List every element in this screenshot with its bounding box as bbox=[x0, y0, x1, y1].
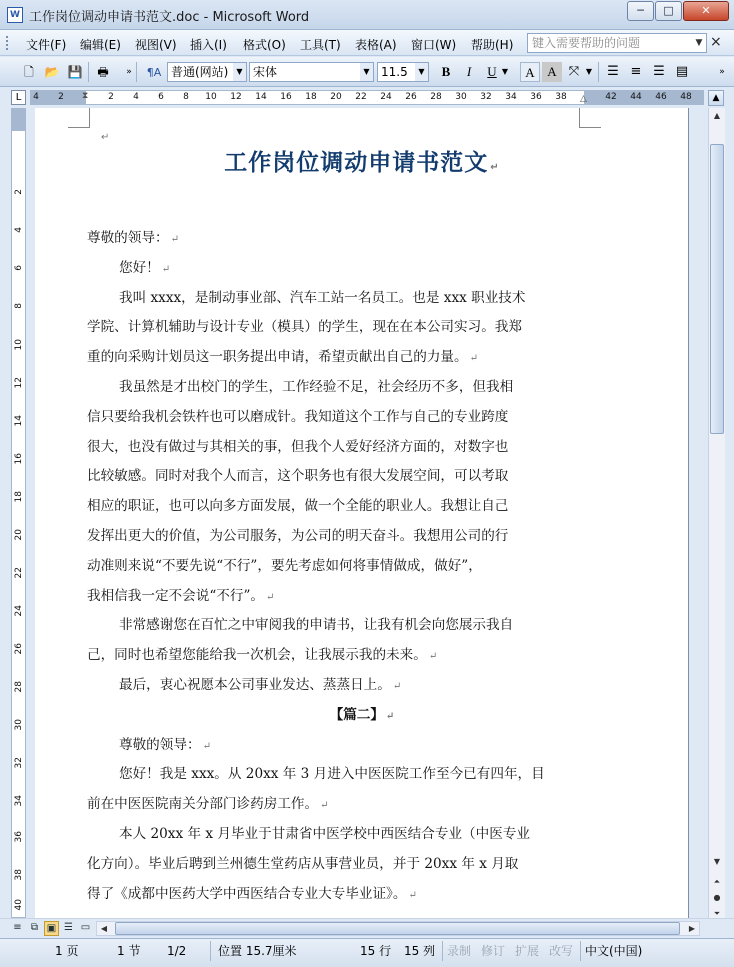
status-record[interactable]: 录制 bbox=[447, 944, 472, 958]
font-size-combo[interactable] bbox=[377, 62, 429, 82]
vruler-tick: 22 bbox=[14, 567, 24, 579]
line-text: 尊敬的领导： bbox=[87, 230, 169, 246]
ruler-tick: 34 bbox=[505, 92, 517, 102]
ruler-tick: 20 bbox=[330, 92, 342, 102]
document-line[interactable] bbox=[87, 852, 581, 872]
ruler-tick: 32 bbox=[480, 92, 492, 102]
line-text: 您好！ bbox=[119, 259, 160, 276]
document-line[interactable] bbox=[87, 435, 581, 455]
document-page[interactable] bbox=[35, 108, 689, 918]
character-scaling-icon[interactable]: ⤧ bbox=[568, 64, 580, 79]
vruler-tick: 40 bbox=[14, 899, 24, 911]
font-size-value: 11.5 bbox=[381, 65, 408, 79]
document-line[interactable] bbox=[87, 464, 581, 484]
document-line[interactable] bbox=[87, 613, 581, 633]
line-text: 我叫 xxxx，是制动事业部、汽车工站一名员工。也是 xxx 职业技术 bbox=[119, 289, 526, 306]
ruler-tick: 4 bbox=[33, 92, 39, 102]
right-indent-marker-icon[interactable]: △ bbox=[580, 94, 587, 104]
maximize-button[interactable]: □ bbox=[655, 1, 682, 21]
vruler-tick: 36 bbox=[14, 831, 24, 843]
document-line[interactable] bbox=[87, 882, 581, 902]
reading-view-icon[interactable]: ▭ bbox=[80, 922, 91, 933]
status-overtype[interactable]: 改写 bbox=[549, 944, 574, 958]
scaling-dropdown-icon[interactable]: ▼ bbox=[585, 67, 593, 76]
vruler-tick: 16 bbox=[14, 453, 24, 465]
vruler-tick: 4 bbox=[14, 227, 24, 233]
ruler-tick: 10 bbox=[205, 92, 217, 102]
horizontal-ruler[interactable] bbox=[30, 90, 704, 105]
line-text: 非常感谢您在百忙之中审阅我的申请书，让我有机会向您展示我自 bbox=[119, 617, 514, 634]
line-text: 最后，衷心祝愿本公司事业发达、蒸蒸日上。 bbox=[119, 677, 391, 693]
font-color-button[interactable]: A bbox=[520, 62, 540, 82]
vruler-tick: 20 bbox=[14, 529, 24, 541]
line-text: 前在中医医院南关分部门诊药房工作。 bbox=[87, 796, 319, 813]
open-folder-icon[interactable]: 📂 bbox=[44, 65, 60, 79]
paragraph-mark: ↵ bbox=[469, 353, 479, 365]
minimize-button[interactable]: ─ bbox=[627, 1, 654, 21]
ruler-tick: 48 bbox=[680, 92, 692, 102]
italic-button[interactable]: I bbox=[466, 64, 472, 79]
vertical-scroll-thumb[interactable] bbox=[710, 144, 724, 434]
paragraph-mark: ↵ bbox=[161, 263, 171, 275]
document-title-text: 工作岗位调动申请书范文 bbox=[224, 150, 489, 176]
document-line[interactable] bbox=[87, 822, 581, 842]
toolbar-options-icon[interactable]: » bbox=[126, 67, 132, 77]
ruler-tick: 18 bbox=[305, 92, 317, 102]
document-line[interactable] bbox=[35, 703, 689, 723]
ruler-tick: 44 bbox=[630, 92, 642, 102]
normal-view-icon[interactable]: ≡ bbox=[13, 922, 22, 933]
vruler-tick: 26 bbox=[14, 643, 24, 655]
line-text: 得了《成都中医药大学中西医结合专业大专毕业证》。 bbox=[87, 885, 407, 902]
status-section: 1 节 bbox=[117, 944, 141, 958]
ruler-tick: 8 bbox=[183, 92, 189, 102]
paragraph-mark: ↵ bbox=[428, 651, 438, 663]
ruler-tick: 2 bbox=[58, 92, 64, 102]
horizontal-scroll-thumb[interactable] bbox=[115, 922, 680, 935]
print-layout-view-icon[interactable]: ▣ bbox=[44, 921, 59, 936]
vruler-tick: 10 bbox=[14, 339, 24, 351]
status-extend[interactable]: 扩展 bbox=[515, 944, 540, 958]
document-canvas[interactable] bbox=[30, 108, 708, 918]
vruler-tick: 34 bbox=[14, 795, 24, 807]
vruler-tick: 2 bbox=[14, 189, 24, 195]
document-line[interactable] bbox=[87, 584, 581, 604]
title-bar bbox=[0, 0, 734, 30]
document-line[interactable] bbox=[87, 673, 581, 693]
paragraph-mark: ↵ bbox=[392, 681, 402, 692]
line-text: 本人 20xx 年 x 月毕业于甘肃省中医学校中西医结合专业（中医专业 bbox=[119, 826, 531, 842]
ruler-tick: 42 bbox=[605, 92, 617, 102]
ruler-tick: 4 bbox=[133, 92, 139, 102]
previous-page-icon[interactable]: ⏶ bbox=[713, 877, 721, 886]
line-text: 我相信我一定不会说“不行”。 bbox=[87, 587, 265, 604]
menu-file[interactable]: 文件(F) bbox=[26, 38, 67, 52]
align-center-icon[interactable]: ≡ bbox=[630, 64, 642, 79]
vruler-tick: 8 bbox=[14, 303, 24, 309]
vruler-tick: 32 bbox=[14, 757, 24, 769]
document-line[interactable] bbox=[87, 405, 581, 425]
document-line[interactable] bbox=[87, 315, 581, 335]
next-page-icon[interactable]: ⏷ bbox=[713, 909, 721, 918]
styles-formatting-icon[interactable]: ¶A bbox=[146, 66, 162, 79]
menu-table[interactable]: 表格(A) bbox=[355, 38, 397, 52]
ruler-tick: 46 bbox=[655, 92, 667, 102]
line-text: 比较敏感。同时对我个人而言，这个职务也有很大发展空间，可以考取 bbox=[87, 468, 509, 485]
line-text: 动准则来说“不要先说“不行”，要先考虑如何将事情做成，做好”， bbox=[87, 557, 482, 574]
document-line[interactable] bbox=[87, 494, 581, 514]
crop-mark bbox=[579, 108, 601, 128]
line-text: 化方向）。毕业后聘到兰州德生堂药店从事营业员，并于 20xx 年 x 月取 bbox=[87, 855, 519, 872]
document-line[interactable] bbox=[87, 286, 581, 306]
bold-button[interactable]: B bbox=[441, 64, 451, 79]
scroll-right-icon[interactable]: ▶ bbox=[688, 924, 696, 933]
toolbar-more-icon[interactable]: » bbox=[719, 67, 725, 77]
vertical-scrollbar[interactable] bbox=[708, 108, 725, 918]
menu-window[interactable]: 窗口(W) bbox=[411, 38, 457, 52]
word-app-icon[interactable]: W bbox=[7, 7, 23, 23]
menu-help[interactable]: 帮助(H) bbox=[471, 38, 514, 52]
window-title: 工作岗位调动申请书范文.doc - Microsoft Word bbox=[29, 10, 310, 25]
crop-mark bbox=[68, 108, 90, 128]
scroll-down-icon[interactable]: ▼ bbox=[713, 857, 721, 866]
chevron-down-icon[interactable]: ▼ bbox=[415, 63, 428, 81]
menu-edit[interactable]: 编辑(E) bbox=[80, 38, 121, 52]
ruler-tick: 36 bbox=[530, 92, 542, 102]
paragraph-mark: ↵ bbox=[266, 591, 275, 603]
horizontal-scrollbar[interactable] bbox=[96, 921, 700, 936]
ruler-options-icon[interactable]: ▲ bbox=[708, 90, 724, 106]
align-right-icon[interactable]: ☰ bbox=[653, 64, 665, 79]
status-language: 中文(中国) bbox=[585, 944, 643, 958]
paragraph-mark: ↵ bbox=[101, 132, 110, 143]
ruler-tick: 14 bbox=[255, 92, 267, 102]
line-text: 您好！我是 xxx。从 20xx 年 3 月进入中医医院工作至今已有四年，目 bbox=[119, 766, 545, 783]
menu-view[interactable]: 视图(V) bbox=[135, 38, 177, 52]
line-text: 发挥出更大的价值，为公司服务，为公司的明天奋斗。我想用公司的行 bbox=[87, 528, 509, 544]
document-line[interactable] bbox=[87, 762, 581, 782]
vruler-tick: 14 bbox=[14, 415, 24, 427]
menu-grip[interactable] bbox=[5, 35, 9, 51]
top-margin-area bbox=[12, 109, 25, 131]
align-justify-icon[interactable]: ☰ bbox=[607, 64, 619, 79]
line-text: 学院、计算机辅助与设计专业（模具）的学生，现在在本公司实习。我郑 bbox=[87, 319, 522, 336]
underline-button[interactable]: U bbox=[487, 64, 497, 79]
paragraph-mark: ↵ bbox=[202, 740, 211, 752]
ruler-tick: 16 bbox=[280, 92, 292, 102]
ruler-tick: 12 bbox=[230, 92, 242, 102]
status-line: 15 行 bbox=[360, 944, 392, 958]
status-page: 1 页 bbox=[55, 944, 79, 958]
outline-view-icon[interactable]: ☰ bbox=[64, 922, 73, 933]
paragraph-mark: ↵ bbox=[170, 234, 179, 245]
chevron-down-icon[interactable]: ▼ bbox=[233, 63, 246, 81]
character-shading-button[interactable]: A bbox=[542, 62, 562, 82]
line-text: 重的向采购计划员这一职务提出申请，希望贡献出自己的力量。 bbox=[87, 349, 468, 366]
document-line[interactable] bbox=[87, 345, 581, 365]
line-text: 我虽然是才出校门的学生，工作经验不足，社会经历不多，但我相 bbox=[119, 379, 514, 395]
new-document-icon[interactable]: 🗋 bbox=[24, 65, 34, 79]
vruler-tick: 38 bbox=[14, 869, 24, 881]
document-line[interactable] bbox=[87, 643, 581, 663]
chevron-down-icon[interactable]: ▼ bbox=[360, 63, 373, 81]
help-dropdown-icon[interactable]: ▼ bbox=[695, 38, 703, 48]
web-view-icon[interactable]: ⧉ bbox=[30, 922, 39, 933]
status-position: 位置 15.7厘米 bbox=[218, 944, 297, 958]
line-text: 己，同时也希望您能给我一次机会，让我展示我的未来。 bbox=[87, 647, 427, 664]
status-column: 15 列 bbox=[404, 944, 436, 958]
font-value: 宋体 bbox=[253, 65, 278, 79]
distributed-align-icon[interactable]: ▤ bbox=[675, 64, 689, 79]
line-text: 尊敬的领导： bbox=[119, 736, 201, 753]
document-title[interactable] bbox=[35, 144, 689, 177]
menu-format[interactable]: 格式(O) bbox=[243, 38, 286, 52]
scroll-up-icon[interactable]: ▲ bbox=[713, 111, 721, 120]
line-text: 【篇二】 bbox=[329, 706, 384, 723]
vruler-tick: 28 bbox=[14, 681, 24, 693]
paragraph-mark: ↵ bbox=[408, 889, 417, 901]
browse-object-icon[interactable]: ● bbox=[713, 893, 721, 902]
paragraph-mark: ↵ bbox=[490, 162, 500, 173]
ruler-tick: 6 bbox=[158, 92, 164, 102]
status-track-changes[interactable]: 修订 bbox=[481, 944, 506, 958]
menu-insert[interactable]: 插入(I) bbox=[190, 38, 227, 52]
menu-tools[interactable]: 工具(T) bbox=[300, 38, 341, 52]
vruler-tick: 24 bbox=[14, 605, 24, 617]
ruler-tick: 26 bbox=[405, 92, 417, 102]
vruler-tick: 30 bbox=[14, 719, 24, 731]
vruler-tick: 12 bbox=[14, 377, 24, 389]
ruler-tick: 38 bbox=[555, 92, 567, 102]
underline-dropdown-icon[interactable]: ▼ bbox=[501, 67, 509, 76]
document-line[interactable] bbox=[87, 733, 581, 753]
ruler-tick: 30 bbox=[455, 92, 467, 102]
style-value: 普通(网站) bbox=[171, 65, 229, 79]
ruler-tick: 24 bbox=[380, 92, 392, 102]
document-line[interactable] bbox=[87, 554, 581, 574]
tab-selector[interactable]: L bbox=[11, 90, 26, 105]
document-line[interactable] bbox=[87, 226, 581, 246]
close-document-button[interactable]: × bbox=[710, 34, 722, 50]
save-icon[interactable]: 💾 bbox=[67, 65, 83, 79]
vruler-tick: 18 bbox=[14, 491, 24, 503]
scroll-left-icon[interactable]: ◀ bbox=[100, 924, 108, 933]
ruler-tick: 2 bbox=[108, 92, 114, 102]
document-line[interactable] bbox=[87, 524, 581, 544]
line-text: 信只要给我机会铁杵也可以磨成针。我知道这个工作与自己的专业跨度 bbox=[87, 408, 509, 425]
paragraph-mark: ↵ bbox=[385, 710, 395, 722]
status-page-count: 1/2 bbox=[167, 944, 187, 958]
indent-marker-icon[interactable]: ⧗ bbox=[82, 91, 89, 101]
line-text: 很大，也没有做过与其相关的事，但我个人爱好经济方面的，对数字也 bbox=[87, 438, 509, 455]
document-line[interactable] bbox=[87, 792, 581, 812]
document-line[interactable] bbox=[87, 375, 581, 395]
close-button[interactable]: ✕ bbox=[683, 1, 729, 21]
font-combo[interactable] bbox=[249, 62, 374, 82]
paragraph-mark: ↵ bbox=[320, 800, 329, 812]
style-combo[interactable] bbox=[167, 62, 247, 82]
help-search-input[interactable]: 键入需要帮助的问题 bbox=[527, 33, 707, 53]
document-line[interactable] bbox=[87, 256, 581, 276]
ruler-tick: 22 bbox=[355, 92, 367, 102]
line-text: 相应的职证，也可以向多方面发展，做一个全能的职业人。我想让自己 bbox=[87, 498, 509, 515]
ruler-tick: 28 bbox=[430, 92, 442, 102]
vertical-ruler[interactable] bbox=[11, 108, 26, 918]
print-icon[interactable]: 🖶 bbox=[97, 65, 109, 79]
vruler-tick: 6 bbox=[14, 265, 24, 271]
